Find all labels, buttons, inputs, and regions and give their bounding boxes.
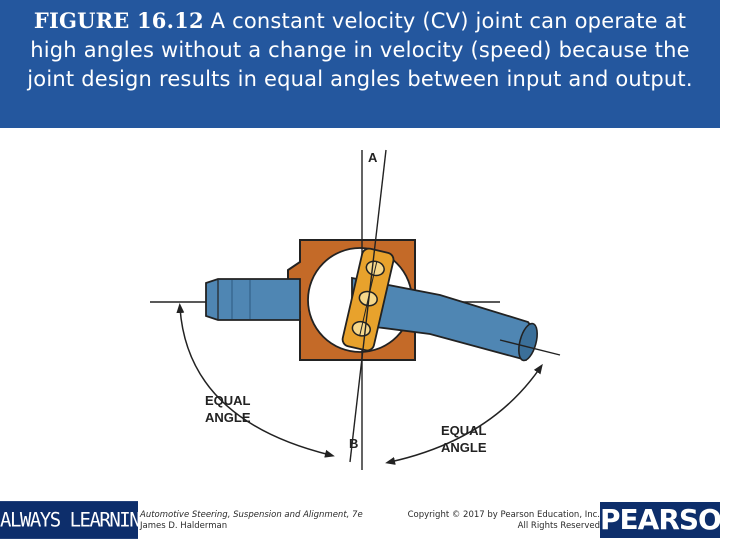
title-bar [0, 0, 720, 128]
right-equal-angle-label-line2: ANGLE [441, 440, 487, 455]
input-shaft [206, 279, 300, 320]
cv-joint-diagram [140, 140, 580, 480]
figure-caption [18, 6, 702, 94]
left-equal-angle-label-line2: ANGLE [205, 410, 251, 425]
always-learning-logo: ALWAYS LEARNING [0, 501, 138, 539]
figure-label: FIGURE 16.12 [33, 8, 204, 33]
axis-a-label: A [368, 150, 378, 165]
pearson-logo: PEARSON [600, 503, 743, 536]
left-equal-angle-label-line1: EQUAL [205, 393, 251, 408]
copyright-text: Copyright © 2017 by Pearson Education, Inc. [407, 510, 600, 520]
right-equal-angle-label-line1: EQUAL [441, 423, 487, 438]
book-title: Automotive Steering, Suspension and Alignment, 7e [140, 510, 363, 520]
axis-b-label: B [349, 436, 359, 451]
caption-text: A constant velocity (CV) joint can operate at high angles without a change in velocity (speed) because the joint design results in equal angles between input and output. [27, 9, 693, 91]
rights-text: All Rights Reserved [517, 521, 600, 531]
footer [0, 500, 743, 540]
author-name: James D. Halderman [140, 521, 228, 531]
